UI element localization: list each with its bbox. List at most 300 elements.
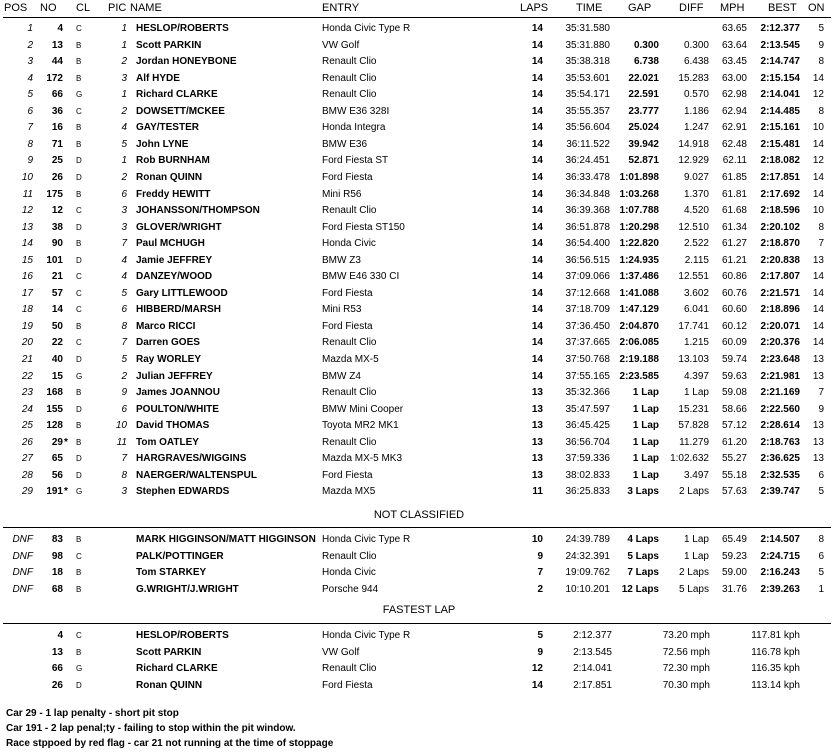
cell-cl: B (76, 57, 82, 66)
cell-mph: 62.48 (721, 139, 747, 150)
cell-mph: 62.91 (721, 122, 747, 133)
cell-time: 37:50.768 (565, 354, 610, 365)
cell-cl: B (76, 74, 82, 83)
cell-laps: 14 (531, 288, 543, 299)
cell-laps: 14 (531, 337, 543, 348)
cell-cl: C (76, 24, 82, 33)
cell-entry: Renault Clio (322, 337, 377, 348)
cell-gap: 1:22.820 (619, 238, 659, 249)
cell-mph: 62.94 (721, 106, 747, 117)
cell-best: 2:22.560 (760, 404, 800, 415)
cell-pic: 10 (115, 420, 127, 431)
cell-cl: C (76, 272, 82, 281)
cell-pos: 17 (21, 288, 33, 299)
cell-pos: 2 (27, 40, 33, 51)
cell-best: 2:15.481 (760, 139, 800, 150)
cell-best: 2:18.082 (760, 155, 800, 166)
cell-entry: Renault Clio (322, 437, 377, 448)
cell-diff: 4.397 (683, 371, 709, 382)
cell-on: 12 (812, 155, 824, 166)
cell-pos: 14 (21, 238, 33, 249)
fastest-cell-name: Ronan QUINN (136, 680, 203, 691)
cell-mph: 59.63 (721, 371, 747, 382)
cell-on: 5 (818, 486, 824, 497)
fastest-cell-kph: 116.35 kph (751, 663, 800, 674)
cell-name: NAERGER/WALTENSPUL (136, 470, 257, 481)
dnf-cell-pos: DNF (12, 567, 33, 578)
cell-name: Scott PARKIN (136, 40, 202, 51)
dnf-cell-mph: 59.00 (721, 567, 747, 578)
dnf-cell-time: 24:32.391 (565, 551, 610, 562)
cell-best: 2:18.870 (760, 238, 800, 249)
cell-best: 2:39.747 (760, 486, 800, 497)
fastest-cell-mph: 72.56 mph (662, 647, 710, 658)
cell-laps: 13 (531, 470, 543, 481)
cell-on: 13 (812, 255, 824, 266)
cell-entry: Renault Clio (322, 56, 377, 67)
footnote: Car 29 - 1 lap penalty - short pit stop (6, 708, 179, 719)
cell-pos: 20 (21, 337, 33, 348)
cell-time: 36:56.704 (565, 437, 610, 448)
cell-mph: 62.11 (722, 155, 747, 166)
cell-pic: 3 (121, 205, 127, 216)
cell-time: 35:31.580 (565, 23, 610, 34)
fastest-cell-no: 66 (51, 663, 63, 674)
dnf-cell-diff: 2 Laps (678, 567, 709, 578)
cell-on: 14 (812, 189, 824, 200)
cell-pic: 4 (121, 122, 127, 133)
cell-on: 14 (812, 73, 824, 84)
header-entry: ENTRY (322, 2, 360, 14)
cell-best: 2:18.763 (760, 437, 800, 448)
cell-pos: 10 (21, 172, 33, 183)
cell-pos: 26 (21, 437, 33, 448)
cell-cl: G (76, 90, 83, 99)
dnf-cell-on: 5 (818, 567, 824, 578)
header-pic: PIC (108, 2, 127, 14)
cell-entry: Ford Fiesta (322, 470, 373, 481)
dnf-cell-name: G.WRIGHT/J.WRIGHT (136, 584, 239, 595)
cell-on: 9 (818, 40, 824, 51)
fastest-cell-cl: C (76, 631, 82, 640)
cell-pic: 7 (121, 453, 127, 464)
cell-time: 36:51.878 (565, 222, 610, 233)
fastest-cell-lap: 12 (531, 663, 543, 674)
cell-laps: 14 (531, 139, 543, 150)
cell-time: 37:09.066 (565, 271, 610, 282)
cell-best: 2:21.571 (760, 288, 800, 299)
cell-laps: 13 (531, 404, 543, 415)
cell-entry: Honda Civic Type R (322, 23, 411, 34)
cell-pos: 12 (21, 205, 33, 216)
dnf-cell-no: 98 (51, 551, 63, 562)
cell-best: 2:15.161 (760, 122, 800, 133)
cell-diff: 2.522 (683, 238, 709, 249)
header-pos: POS (4, 2, 28, 14)
cell-pic: 3 (121, 73, 127, 84)
cell-pic: 7 (121, 337, 127, 348)
cell-gap: 1:41.088 (619, 288, 659, 299)
cell-best: 2:23.648 (760, 354, 800, 365)
dnf-cell-name: Tom STARKEY (136, 567, 207, 578)
cell-gap: 1:47.129 (619, 304, 659, 315)
dnf-cell-time: 24:39.789 (565, 534, 610, 545)
cell-diff: 13.103 (678, 354, 709, 365)
cell-on: 13 (812, 354, 824, 365)
cell-time: 35:38.318 (565, 56, 610, 67)
dnf-cell-mph: 31.76 (721, 584, 747, 595)
fastest-cell-entry: Renault Clio (322, 663, 377, 674)
cell-pos: 5 (27, 89, 33, 100)
cell-diff: 17.741 (678, 321, 709, 332)
cell-entry: VW Golf (322, 40, 360, 51)
header-divider (3, 17, 831, 18)
penalty-asterisk: * (64, 437, 68, 448)
cell-on: 8 (818, 106, 824, 117)
cell-mph: 59.08 (721, 387, 747, 398)
cell-on: 13 (812, 453, 824, 464)
cell-entry: Ford Fiesta (322, 172, 373, 183)
cell-gap: 6.738 (633, 56, 659, 67)
cell-best: 2:12.377 (760, 23, 800, 34)
cell-gap: 2:19.188 (619, 354, 659, 365)
cell-mph: 61.27 (721, 238, 747, 249)
cell-on: 7 (818, 387, 824, 398)
cell-diff: 1.370 (683, 189, 709, 200)
cell-laps: 13 (531, 420, 543, 431)
dnf-cell-entry: Renault Clio (322, 551, 377, 562)
header-no: NO (40, 2, 57, 14)
cell-laps: 13 (531, 453, 543, 464)
cell-time: 36:45.425 (565, 420, 610, 431)
fastest-cell-kph: 113.14 kph (751, 680, 800, 691)
cell-gap: 52.871 (628, 155, 659, 166)
cell-pic: 2 (121, 172, 127, 183)
cell-on: 7 (818, 238, 824, 249)
cell-mph: 62.98 (721, 89, 747, 100)
fastest-cell-entry: Ford Fiesta (322, 680, 373, 691)
cell-mph: 61.68 (721, 205, 747, 216)
cell-on: 14 (812, 139, 824, 150)
cell-pos: 8 (27, 139, 33, 150)
fastest-cell-name: HESLOP/ROBERTS (136, 630, 229, 641)
fastest-cell-time: 2:13.545 (573, 647, 612, 658)
dnf-cell-best: 2:16.243 (760, 567, 800, 578)
cell-gap: 1:37.486 (619, 271, 659, 282)
cell-entry: BMW E36 328I (322, 106, 390, 117)
cell-best: 2:36.625 (760, 453, 800, 464)
cell-best: 2:20.071 (760, 321, 800, 332)
cell-name: GAY/TESTER (136, 122, 199, 133)
fastest-cell-cl: G (76, 664, 83, 673)
fastest-cell-no: 4 (57, 630, 63, 641)
cell-no: 128 (46, 420, 63, 431)
dnf-cell-best: 2:24.715 (760, 551, 800, 562)
cell-diff: 12.929 (678, 155, 709, 166)
cell-entry: Ford Fiesta (322, 321, 373, 332)
cell-diff: 15.231 (678, 404, 709, 415)
cell-time: 35:31.880 (565, 40, 610, 51)
dnf-cell-gap: 12 Laps (621, 584, 659, 595)
cell-time: 37:37.665 (565, 337, 610, 348)
cell-pic: 2 (121, 106, 127, 117)
cell-time: 35:32.366 (565, 387, 610, 398)
fastest-cell-entry: Honda Civic Type R (322, 630, 411, 641)
cell-name: Darren GOES (136, 337, 200, 348)
cell-best: 2:17.692 (760, 189, 800, 200)
cell-time: 36:34.848 (565, 189, 610, 200)
fastest-cell-kph: 116.78 kph (751, 647, 800, 658)
cell-pic: 8 (121, 470, 127, 481)
cell-gap (610, 21, 659, 37)
cell-gap: 1:01.898 (619, 172, 659, 183)
cell-cl: D (76, 223, 82, 232)
cell-mph: 55.18 (721, 470, 747, 481)
dnf-cell-no: 18 (51, 567, 63, 578)
cell-laps: 14 (531, 155, 543, 166)
cell-cl: C (76, 289, 82, 298)
cell-cl: D (76, 256, 82, 265)
cell-name: HIBBERD/MARSH (136, 304, 221, 315)
cell-mph: 63.65 (721, 23, 747, 34)
cell-gap: 1 Lap (632, 453, 659, 464)
cell-pos: 24 (21, 404, 33, 415)
cell-best: 2:20.102 (760, 222, 800, 233)
cell-time: 36:24.451 (565, 155, 610, 166)
cell-pos: 21 (21, 354, 33, 365)
cell-diff: 11.279 (679, 437, 709, 448)
cell-mph: 61.21 (721, 255, 747, 266)
cell-on: 9 (818, 404, 824, 415)
cell-time: 36:33.478 (565, 172, 610, 183)
cell-cl: G (76, 487, 83, 496)
cell-best: 2:21.169 (760, 387, 800, 398)
cell-gap: 1:24.935 (619, 255, 659, 266)
cell-pic: 4 (121, 271, 127, 282)
cell-laps: 13 (531, 387, 543, 398)
cell-gap: 3 Laps (627, 486, 659, 497)
cell-no: 44 (51, 56, 63, 67)
fastest-cell-time: 2:12.377 (573, 630, 612, 641)
header-name: NAME (130, 2, 162, 14)
cell-pic: 8 (121, 321, 127, 332)
cell-pic: 6 (121, 304, 127, 315)
dnf-cell-laps: 9 (537, 551, 543, 562)
cell-name: GLOVER/WRIGHT (136, 222, 222, 233)
fastest-cell-cl: D (76, 681, 82, 690)
dnf-cell-laps: 10 (531, 534, 543, 545)
fastest-cell-name: Scott PARKIN (136, 647, 202, 658)
cell-no: 4 (57, 23, 63, 34)
fastest-cell-mph: 73.20 mph (662, 630, 710, 641)
cell-mph: 61.81 (721, 189, 747, 200)
cell-laps: 14 (531, 122, 543, 133)
dnf-cell-entry: Honda Civic (322, 567, 376, 578)
dnf-cell-mph: 65.49 (721, 534, 747, 545)
cell-gap: 25.024 (628, 122, 659, 133)
cell-entry: Mazda MX5 (322, 486, 376, 497)
cell-no: 57 (51, 288, 63, 299)
cell-pos: 18 (21, 304, 33, 315)
cell-pos: 29 (21, 486, 33, 497)
cell-diff: 3.602 (683, 288, 709, 299)
cell-pic: 1 (121, 89, 127, 100)
cell-entry: BMW Z4 (322, 371, 361, 382)
header-cl: CL (76, 2, 91, 14)
cell-name: DANZEY/WOOD (136, 271, 213, 282)
cell-no: 38 (51, 222, 63, 233)
cell-no: 168 (46, 387, 63, 398)
cell-cl: G (76, 372, 83, 381)
cell-entry: Honda Civic (322, 238, 376, 249)
cell-gap: 2:06.085 (619, 337, 659, 348)
cell-pos: 28 (21, 470, 33, 481)
cell-pic: 1 (121, 40, 127, 51)
cell-laps: 11 (532, 486, 543, 497)
cell-pic: 7 (121, 238, 127, 249)
cell-pos: 15 (21, 255, 33, 266)
cell-no: 16 (51, 122, 63, 133)
cell-pos: 13 (21, 222, 33, 233)
cell-pic: 2 (121, 371, 127, 382)
dnf-cell-cl: B (76, 568, 82, 577)
cell-cl: D (76, 173, 82, 182)
cell-pic: 1 (121, 155, 127, 166)
dnf-cell-laps: 7 (537, 567, 543, 578)
cell-diff: 2 Laps (678, 486, 709, 497)
cell-pos: 27 (21, 453, 33, 464)
header-on: ON (808, 2, 825, 14)
cell-on: 8 (818, 56, 824, 67)
cell-name: John LYNE (136, 139, 189, 150)
cell-laps: 14 (531, 354, 543, 365)
cell-best: 2:14.485 (760, 106, 800, 117)
dnf-cell-diff: 1 Lap (683, 534, 709, 545)
dnf-cell-name: MARK HIGGINSON/MATT HIGGINSON (136, 534, 316, 545)
cell-cl: D (76, 471, 82, 480)
cell-best: 2:20.838 (760, 255, 800, 266)
cell-best: 2:14.747 (760, 56, 800, 67)
fastest-cell-cl: B (76, 648, 82, 657)
cell-entry: Ford Fiesta ST150 (322, 222, 405, 233)
cell-on: 6 (818, 470, 824, 481)
cell-no: 66 (51, 89, 63, 100)
dnf-cell-pos: DNF (12, 584, 33, 595)
cell-mph: 63.00 (721, 73, 747, 84)
cell-cl: C (76, 338, 82, 347)
cell-no: 25 (51, 155, 63, 166)
cell-laps: 14 (531, 189, 543, 200)
cell-entry: BMW E46 330 CI (322, 271, 400, 282)
cell-pic: 5 (121, 139, 127, 150)
cell-gap: 2:04.870 (619, 321, 659, 332)
dnf-cell-mph: 59.23 (721, 551, 747, 562)
cell-cl: C (76, 305, 82, 314)
cell-best: 2:21.981 (760, 371, 800, 382)
cell-on: 13 (812, 420, 824, 431)
fastest-cell-no: 26 (51, 680, 63, 691)
fastest-cell-no: 13 (51, 647, 63, 658)
cell-mph: 61.85 (721, 172, 747, 183)
dnf-cell-pos: DNF (12, 534, 33, 545)
cell-name: Marco RICCI (136, 321, 196, 332)
cell-entry: BMW Mini Cooper (322, 404, 404, 415)
cell-cl: B (76, 239, 82, 248)
cell-name: Ray WORLEY (136, 354, 202, 365)
cell-entry: BMW E36 (322, 139, 368, 150)
dnf-cell-no: 83 (51, 534, 63, 545)
cell-no: 22 (51, 337, 63, 348)
cell-name: Jordan HONEYBONE (136, 56, 237, 67)
cell-time: 37:55.165 (565, 371, 610, 382)
cell-laps: 14 (531, 238, 543, 249)
cell-best: 2:15.154 (760, 73, 800, 84)
cell-laps: 13 (531, 437, 543, 448)
cell-entry: Honda Integra (322, 122, 386, 133)
cell-pos: 16 (21, 271, 33, 282)
cell-pic: 11 (116, 437, 127, 448)
dnf-cell-no: 68 (51, 584, 63, 595)
cell-pic: 4 (121, 255, 127, 266)
cell-pos: 23 (21, 387, 33, 398)
cell-laps: 14 (531, 321, 543, 332)
cell-gap: 1:20.298 (619, 222, 659, 233)
cell-best: 2:13.545 (760, 40, 800, 51)
cell-time: 37:18.709 (565, 304, 610, 315)
cell-time: 35:47.597 (565, 404, 610, 415)
section-divider (3, 623, 831, 624)
cell-name: DOWSETT/MCKEE (136, 106, 225, 117)
cell-name: POULTON/WHITE (136, 404, 219, 415)
cell-cl: B (76, 41, 82, 50)
cell-diff: 0.570 (683, 89, 709, 100)
cell-laps: 14 (531, 222, 543, 233)
dnf-cell-cl: B (76, 585, 82, 594)
cell-gap: 22.591 (628, 89, 659, 100)
header-laps: LAPS (520, 2, 549, 14)
cell-name: Stephen EDWARDS (136, 486, 230, 497)
cell-best: 2:20.376 (760, 337, 800, 348)
cell-diff (660, 21, 709, 37)
cell-pic: 3 (121, 222, 127, 233)
cell-cl: B (76, 190, 82, 199)
cell-no: 14 (51, 304, 63, 315)
cell-diff: 1.247 (683, 122, 709, 133)
cell-cl: D (76, 454, 82, 463)
cell-gap: 22.021 (628, 73, 659, 84)
fastest-cell-name: Richard CLARKE (136, 663, 218, 674)
cell-cl: D (76, 156, 82, 165)
header-time: TIME (576, 2, 603, 14)
cell-laps: 14 (531, 205, 543, 216)
cell-name: Ronan QUINN (136, 172, 203, 183)
cell-no: 191 (46, 486, 63, 497)
fastest-cell-mph: 72.30 mph (662, 663, 710, 674)
cell-pos: 9 (27, 155, 33, 166)
cell-name: Alf HYDE (136, 73, 180, 84)
cell-entry: Toyota MR2 MK1 (322, 420, 399, 431)
dnf-cell-gap: 5 Laps (627, 551, 659, 562)
cell-no: 155 (46, 404, 63, 415)
fastest-cell-time: 2:14.041 (573, 663, 612, 674)
cell-gap: 1 Lap (632, 470, 659, 481)
dnf-cell-cl: C (76, 552, 82, 561)
fastest-cell-time: 2:17.851 (573, 680, 612, 691)
cell-no: 175 (46, 189, 63, 200)
penalty-asterisk: * (64, 486, 68, 497)
cell-gap: 39.942 (628, 139, 659, 150)
cell-name: David THOMAS (136, 420, 210, 431)
